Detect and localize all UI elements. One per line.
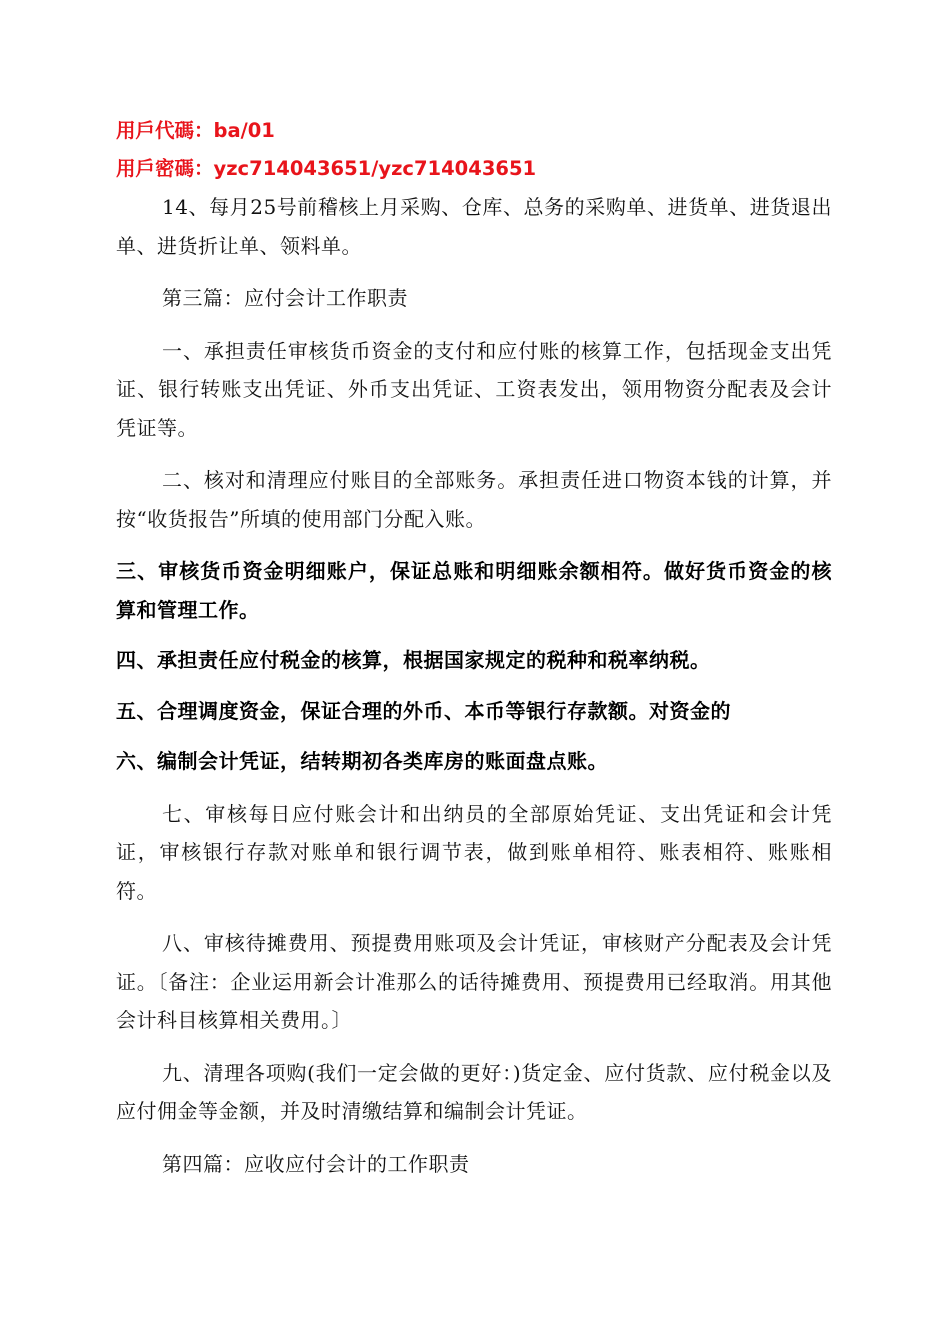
user-code-line: 用戶代碼：ba/01 bbox=[116, 119, 275, 142]
paragraph-9: 九、清理各项购(我们一定会做的更好：)货定金、应付货款、应付税金以及应付佣金等金额，并及时清缴结算和编制会计凭证。 bbox=[116, 1060, 832, 1123]
chapter-3-heading: 第三篇：应付会计工作职责 bbox=[162, 286, 408, 310]
paragraph-7: 七、审核每日应付账会计和出纳员的全部原始凭证、支出凭证和会计凭证，审核银行存款对账单和银行调节表，做到账单相符、账表相符、账账相符。 bbox=[116, 801, 832, 903]
paragraph-5: 五、合理调度资金，保证合理的外币、本币等银行存款额。对资金的 bbox=[116, 698, 731, 723]
paragraph-3: 三、审核货币资金明细账户，保证总账和明细账余额相符。做好货币资金的核算和管理工作。 bbox=[116, 559, 832, 622]
paragraph-8: 八、审核待摊费用、预提费用账项及会计凭证，审核财产分配表及会计凭证。〔备注：企业运用新会计准那么的话待摊费用、预提费用已经取消。用其他会计科目核算相关费用。〕 bbox=[116, 931, 832, 1032]
user-password-line: 用戶密碼：yzc714043651/yzc714043651 bbox=[116, 157, 537, 180]
paragraph-1: 一、承担责任审核货币资金的支付和应付账的核算工作，包括现金支出凭证、银行转账支出凭证、外币支出凭证、工资表发出，领用物资分配表及会计凭证等。 bbox=[116, 338, 832, 440]
chapter-4-heading: 第四篇：应收应付会计的工作职责 bbox=[162, 1151, 470, 1176]
paragraph-6: 六、编制会计凭证，结转期初各类库房的账面盘点账。 bbox=[116, 749, 608, 773]
document-content bbox=[116, 112, 832, 1183]
paragraph-2: 二、核对和清理应付账目的全部账务。承担责任进口物资本钱的计算，并按“收货报告”所填的使用部门分配入账。 bbox=[116, 468, 832, 531]
paragraph-14: 14、每月25号前稽核上月采购、仓库、总务的采购单、进货单、进货退出单、进货折让单、领料单。 bbox=[116, 195, 832, 258]
paragraph-4: 四、承担责任应付税金的核算，根据国家规定的税种和税率纳税。 bbox=[116, 648, 711, 672]
